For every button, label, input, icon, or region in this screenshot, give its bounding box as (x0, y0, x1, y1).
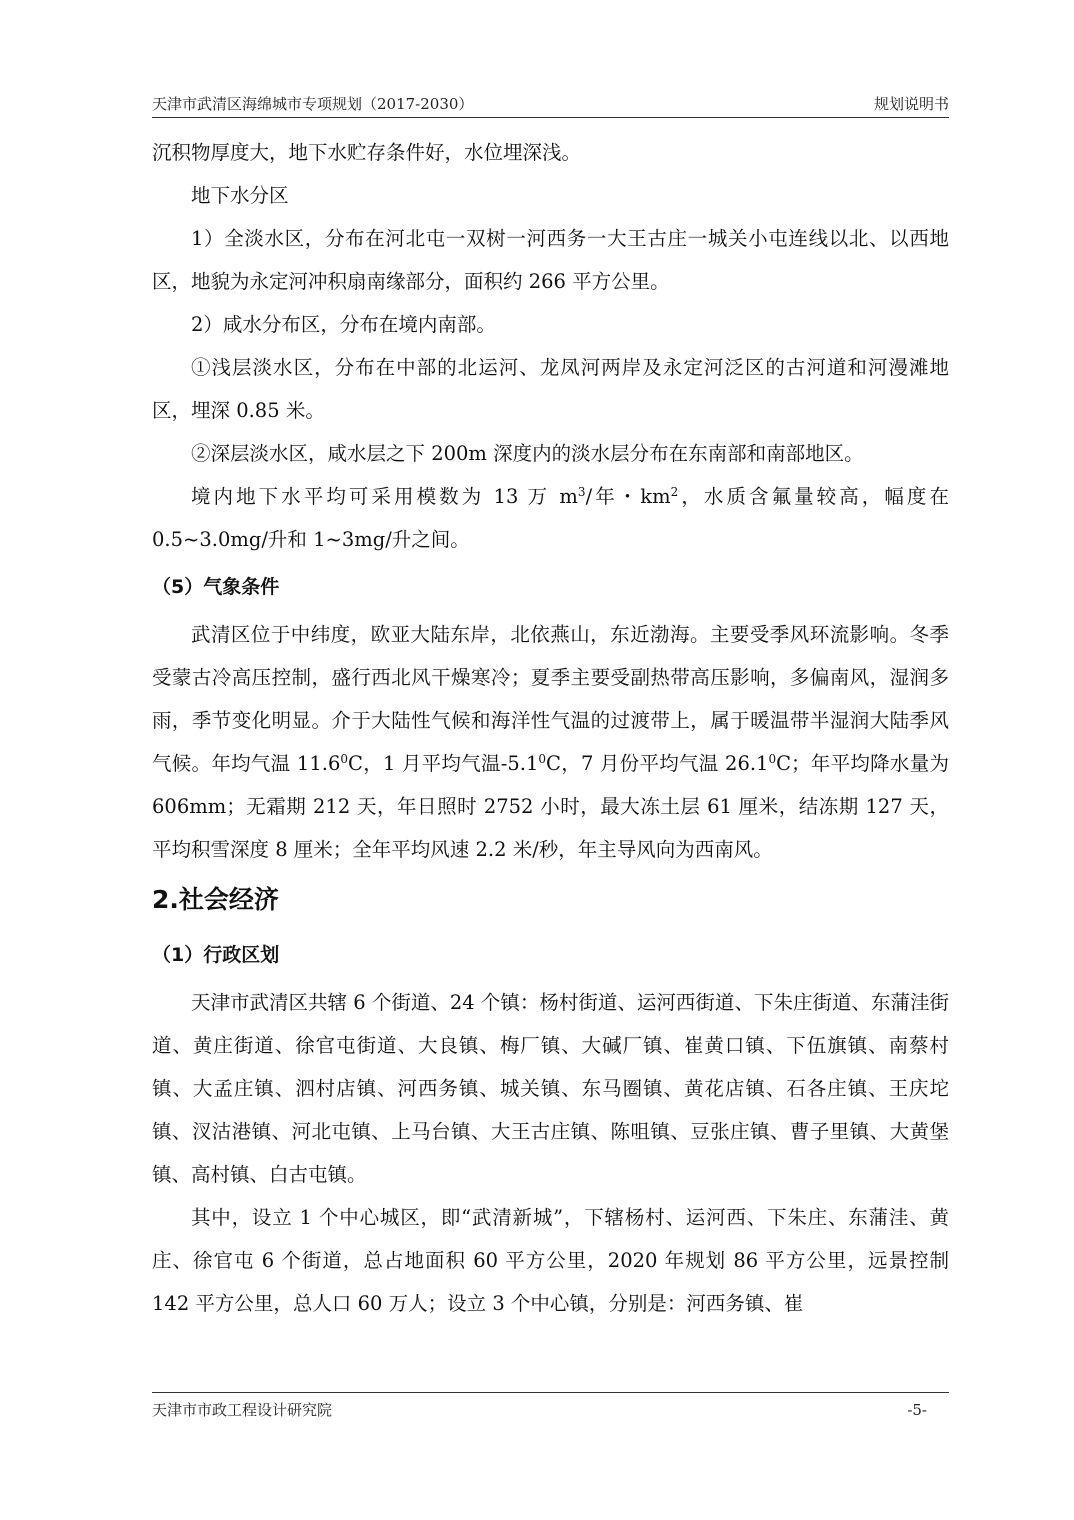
paragraph: 沉积物厚度大，地下水贮存条件好，水位埋深浅。 (152, 141, 582, 164)
subheading-groundwater-zones: 地下水分区 (191, 184, 289, 207)
paragraph: 其中，设立 1 个中心城区，即“武清新城”，下辖杨村、运河西、下朱庄、东蒲洼、黄庄、徐官屯 6 个街道，总占地面积 60 平方公里，2020 年规划 86 平方公里，远景控制 142 平方公里，总人口 60 万人；设立 3 个中心镇，分别是：河西务镇、崔 (152, 1206, 949, 1315)
footer-rule (152, 1392, 949, 1393)
page-header (152, 92, 949, 116)
header-rule (152, 117, 949, 118)
header-doc-type: 规划说明书 (873, 95, 949, 113)
page-footer (152, 1398, 949, 1422)
paragraph: 1）全淡水区，分布在河北屯一双树一河西务一大王古庄一城关小屯连线以北、以西地区，地貌为永定河冲积扇南缘部分，面积约 266 平方公里。 (152, 227, 949, 293)
paragraph: 2）咸水分布区，分布在境内南部。 (191, 313, 496, 336)
chapter-heading-social-economy: 2.社会经济 (152, 885, 279, 914)
header-title: 天津市武清区海绵城市专项规划（2017-2030） (152, 95, 474, 113)
paragraph: ①浅层淡水区，分布在中部的北运河、龙凤河两岸及永定河泛区的古河道和河漫滩地区，埋深 0.85 米。 (152, 356, 949, 422)
paragraph: ②深层淡水区，咸水层之下 200m 深度内的淡水层分布在东南部和南部地区。 (191, 442, 864, 465)
page-number: -5- (907, 1401, 927, 1419)
paragraph-climate: 武清区位于中纬度，欧亚大陆东岸，北依燕山，东近渤海。主要受季风环流影响。冬季受蒙古冷高压控制，盛行西北风干燥寒冷；夏季主要受副热带高压影响，多偏南风，湿润多雨，季节变化明显。介于大陆性气候和海洋性气温的过渡带上，属于暖温带半湿润大陆季风气候。年均气温 11.6$^0$C，1 月平均气温$-5.1^0C$，7 月份平均气温 26.1$^0$C；年平均降水量为 606mm；无霜期 212 天，年日照时 2752 小时，最大冻土层 61 厘米，结冻期 127 天，平均积雪深度 8 厘米；全年平均风速 2.2 米/秒，年主导风向为西南风。 (152, 623, 949, 861)
page-body (152, 131, 949, 1325)
paragraph: 天津市武清区共辖 6 个街道、24 个镇：杨村街道、运河西街道、下朱庄街道、东蒲洼街道、黄庄街道、徐官屯街道、大良镇、梅厂镇、大碱厂镇、崔黄口镇、下伍旗镇、南蔡村镇、大孟庄镇、泗村店镇、河西务镇、城关镇、东马圈镇、黄花店镇、石各庄镇、王庆坨镇、汊沽港镇、河北屯镇、上马台镇、大王古庄镇、陈咀镇、豆张庄镇、曹子里镇、大黄堡镇、高村镇、白古屯镇。 (152, 991, 949, 1186)
section-heading-weather: （5）气象条件 (152, 576, 280, 598)
footer-institute: 天津市市政工程设计研究院 (152, 1401, 333, 1419)
section-heading-admin-division: （1）行政区划 (152, 944, 280, 966)
paragraph-groundwater-modulus: 境内地下水平均可采用模数为 13 万 $m^3/$年・$km^2$，水质含氟量较高，幅度在 0.5~3.0mg/升和 1~3mg/升之间。 (152, 485, 949, 551)
